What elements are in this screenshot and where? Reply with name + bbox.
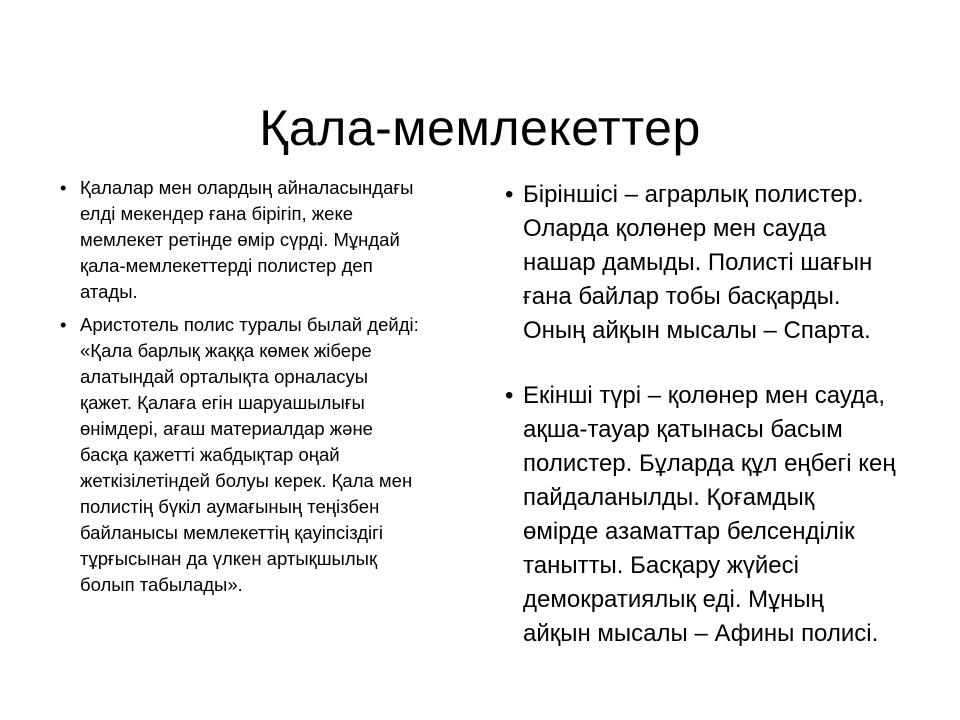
text-line: ақша-тауар қатынасы басым (523, 416, 843, 443)
text-line: қажет. Қалаға егін шаруашылығы (80, 392, 365, 413)
text-line: болып табылады». (80, 574, 243, 595)
text-line: өмірде азаматтар белсенділік (523, 518, 855, 545)
right-column-bullet-list (500, 178, 920, 651)
text-line: ғана байлар тобы басқарды. (523, 283, 841, 310)
bullet-icon: • (505, 181, 514, 208)
bullet-item-trade-polis (500, 379, 920, 651)
text-line: мемлекет ретінде өмір сүрді. Мұндай (80, 229, 400, 250)
slide-title: Қала-мемлекеттер (259, 99, 701, 156)
text-line: Оларда қолөнер мен сауда (523, 215, 827, 242)
text-line: өнімдері, ағаш материалдар және (80, 418, 373, 439)
text-line: алатындай орталықта орналасуы (80, 366, 369, 387)
text-line: танытты. Басқару жүйесі (523, 552, 799, 579)
bullet-item-agrarian-polis (500, 178, 920, 348)
bullet-item-aristotle-quote (56, 312, 466, 598)
text-line: Оның айқын мысалы – Спарта. (523, 317, 871, 344)
text-line: Қалалар мен олардың айналасындағы (80, 177, 414, 198)
text-line: қала-мемлекеттерді полистер деп (80, 255, 373, 276)
text-line: полистің бүкіл аумағының теңізбен (80, 496, 380, 517)
text-line: тұрғысынан да үлкен артықшылық (80, 548, 378, 569)
text-line: Біріншісі – аграрлық полистер. (523, 181, 864, 208)
text-line: полистер. Бұларда құл еңбегі кең (523, 450, 896, 477)
text-line: демократиялық еді. Мұның (523, 586, 824, 613)
bullet-icon: • (60, 314, 67, 335)
left-column-bullet-list (56, 175, 466, 605)
bullet-icon: • (60, 177, 67, 198)
text-line: елді мекендер ғана бірігіп, жеке (80, 203, 354, 224)
text-line: нашар дамыды. Полисті шағын (523, 249, 873, 276)
text-line: айқын мысалы – Афины полисі. (523, 620, 879, 647)
bullet-icon: • (505, 382, 514, 409)
text-line: «Қала барлық жаққа көмек жібере (80, 340, 372, 361)
bullet-item-polis-definition (56, 175, 466, 305)
text-line: жеткізілетіндей болуы керек. Қала мен (80, 470, 413, 491)
text-line: Аристотель полис туралы былай дейді: (80, 314, 419, 335)
text-line: пайдаланылды. Қоғамдық (523, 484, 815, 511)
text-line: байланысы мемлекеттің қауіпсіздігі (80, 522, 384, 543)
text-line: басқа қажетті жабдықтар оңай (80, 444, 340, 465)
text-line: атады. (80, 281, 138, 302)
text-line: Екінші түрі – қолөнер мен сауда, (523, 382, 886, 409)
